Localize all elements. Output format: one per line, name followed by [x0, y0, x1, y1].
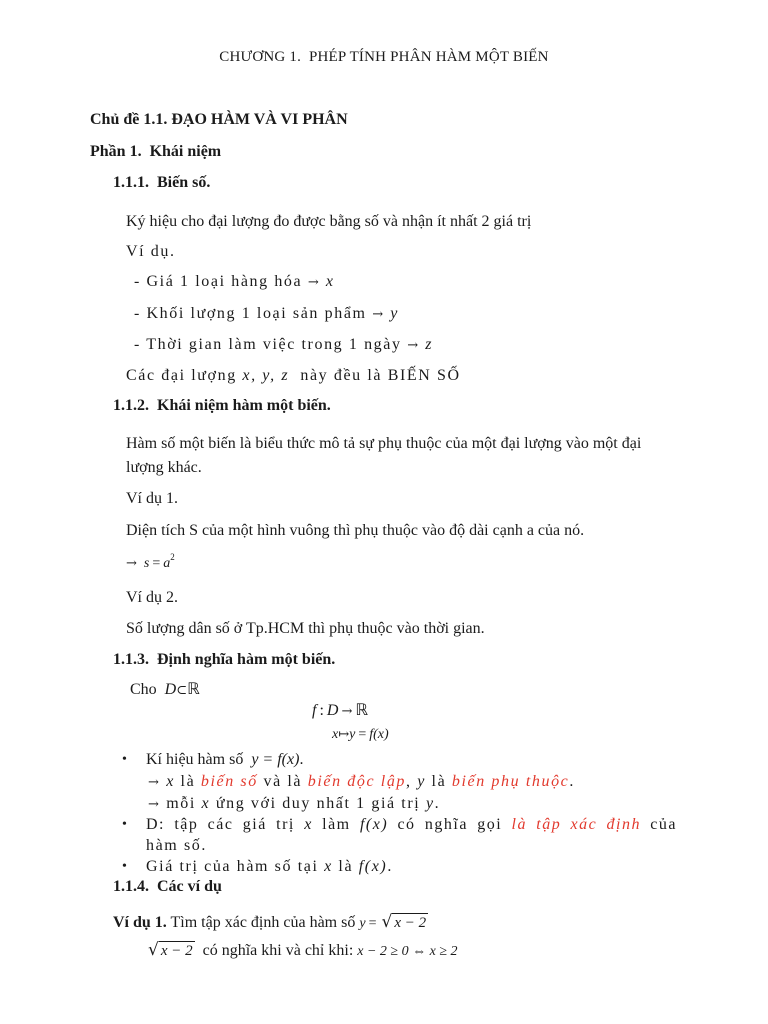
- formula-base: a: [163, 556, 171, 571]
- period: .: [387, 858, 393, 875]
- colon-symbol: :: [319, 702, 324, 719]
- variable-x: x: [324, 858, 333, 875]
- section-heading-1-1-1: 1.1.1. Biến số.: [113, 174, 211, 191]
- domain-statement: [130, 680, 200, 701]
- note-text: làm: [312, 816, 360, 833]
- equals-sign: =: [152, 556, 161, 571]
- mapping-line-2: [332, 725, 389, 745]
- arrow-symbol: →: [407, 338, 420, 353]
- radicand: x − 2: [160, 943, 193, 959]
- example-item-time: [134, 335, 433, 356]
- area-formula: [126, 553, 175, 574]
- arrow-symbol: →: [372, 307, 385, 322]
- function-definition-line-2: lượng khác.: [126, 459, 202, 476]
- bullet-icon: •: [122, 817, 127, 832]
- period: .: [299, 751, 304, 768]
- variables-conclusion: [126, 366, 461, 386]
- domain-definition-line-2: hàm số.: [146, 837, 207, 854]
- formula-exponent: 2: [170, 552, 175, 562]
- example-1-label: Ví dụ 1.: [126, 490, 178, 507]
- section-heading-1-1-2: 1.1.2. Khái niệm hàm một biến.: [113, 397, 331, 414]
- set-symbol: D: [164, 681, 177, 698]
- highlight-term-variable: biến số: [200, 773, 258, 790]
- function-notation: [146, 750, 303, 770]
- domain-condition: x − 2 ≥ 0 ⇔ x ≥ 2: [357, 944, 458, 959]
- output-variable: y: [359, 916, 366, 931]
- note-text: ,: [406, 773, 418, 790]
- mapping-line-1: [312, 701, 368, 722]
- example-2-text: Số lượng dân số ở Tp.HCM thì phụ thuộc vào thời gian.: [126, 620, 485, 637]
- prompt-text: Tìm tập xác định của hàm số: [166, 914, 360, 931]
- domain-definition-line-1: [146, 815, 677, 835]
- variable-y: y: [417, 773, 426, 790]
- equals-sign: =: [368, 916, 377, 931]
- function-value-note: [146, 857, 393, 877]
- section-heading-1-1-4: 1.1.4. Các ví dụ: [113, 878, 222, 895]
- variable-symbol: x: [325, 273, 335, 290]
- domain-example-solution: [146, 940, 458, 962]
- function-definition-line-1: Hàm số một biến là biểu thức mô tả sự phụ thuộc của một đại lượng vào một đại: [126, 435, 642, 452]
- section-heading-1-1-3: 1.1.3. Định nghĩa hàm một biến.: [113, 651, 336, 668]
- example-1-text: Diện tích S của một hình vuông thì phụ thuộc vào độ dài cạnh a của nó.: [126, 522, 585, 539]
- example-item-text: - Giá 1 loại hàng hóa: [134, 273, 308, 290]
- note-text: có nghĩa gọi: [388, 816, 512, 833]
- note-text: Giá trị của hàm số tại: [146, 858, 325, 875]
- mapsto-symbol: ↦: [338, 727, 350, 742]
- note-text: D: tập các giá trị: [146, 816, 305, 833]
- example-label: Ví dụ 1.: [113, 914, 167, 931]
- variable-x: x: [304, 816, 313, 833]
- highlight-term-independent: biến độc lập: [307, 773, 407, 790]
- codomain-symbol: ℝ: [355, 702, 369, 719]
- arrow-symbol: →: [341, 704, 353, 719]
- unique-value-note: [148, 794, 440, 815]
- subset-symbol: ⊂: [176, 683, 188, 698]
- variable-definition: Ký hiệu cho đại lượng đo được bằng số và nhận ít nhất 2 giá trị: [126, 213, 532, 230]
- square-root-icon: √: [381, 912, 393, 932]
- input-variable: x: [332, 727, 339, 742]
- equals-sign: =: [358, 727, 367, 742]
- highlight-term-domain: là tập xác định: [511, 816, 641, 833]
- example-label: Ví dụ.: [126, 243, 176, 260]
- note-text: là: [174, 773, 201, 790]
- chapter-title: CHƯƠNG 1. PHÉP TÍNH PHÂN HÀM MỘT BIẾN: [219, 49, 549, 65]
- arrow-symbol: →: [307, 275, 321, 290]
- note-text: của: [640, 816, 678, 833]
- period: .: [569, 773, 575, 790]
- function-expression: f(x): [369, 727, 389, 742]
- example-item-text: - Thời gian làm việc trong 1 ngày: [134, 336, 408, 353]
- domain-symbol: D: [326, 702, 339, 719]
- example-item-weight: [134, 304, 399, 325]
- bullet-icon: •: [122, 859, 127, 874]
- part-heading: Phần 1. Khái niệm: [90, 143, 222, 160]
- notation-text: Kí hiệu hàm số: [146, 751, 252, 768]
- period: .: [434, 795, 441, 812]
- example-2-label: Ví dụ 2.: [126, 589, 178, 606]
- variable-x: x: [166, 773, 175, 790]
- reals-symbol: ℝ: [187, 681, 200, 698]
- note-text: và là: [257, 773, 308, 790]
- square-root-icon: √: [148, 940, 159, 960]
- topic-heading: Chủ đề 1.1. ĐẠO HÀM VÀ VI PHÂN: [90, 111, 348, 128]
- note-text: là: [332, 858, 359, 875]
- variable-roles-note: [148, 772, 575, 793]
- example-item-text: - Khối lượng 1 loại sản phẩm: [134, 305, 373, 322]
- note-text: là: [425, 773, 452, 790]
- function-expression: f(x): [359, 816, 389, 833]
- variable-y: y: [425, 795, 435, 812]
- highlight-term-dependent: biến phụ thuộc: [451, 773, 570, 790]
- arrow-symbol: →: [126, 556, 137, 571]
- radicand: x − 2: [394, 915, 427, 931]
- formula-lhs: s: [143, 556, 150, 571]
- domain-example-prompt: [113, 912, 428, 934]
- solution-text: có nghĩa khi và chỉ khi:: [194, 942, 358, 959]
- example-item-price: [134, 272, 335, 293]
- variable-symbol: y: [390, 305, 399, 322]
- variable-symbol: z: [425, 336, 434, 353]
- variable-list: x, y, z: [242, 367, 290, 384]
- output-variable: y: [349, 727, 356, 742]
- note-text: ứng với duy nhất 1 giá trị: [210, 795, 426, 812]
- variable-x: x: [201, 795, 211, 812]
- given-word: Cho: [130, 681, 157, 698]
- conclusion-text: Các đại lượng: [126, 367, 243, 384]
- function-symbol: f: [312, 702, 317, 719]
- conclusion-text-end: này đều là BIẾN SỐ: [289, 367, 461, 384]
- arrow-symbol: →: [148, 797, 167, 812]
- function-expression: f(x): [358, 858, 388, 875]
- note-text: mỗi: [166, 795, 202, 812]
- notation-math: y = f(x): [251, 751, 300, 768]
- bullet-icon: •: [122, 752, 127, 767]
- arrow-symbol: →: [148, 775, 167, 790]
